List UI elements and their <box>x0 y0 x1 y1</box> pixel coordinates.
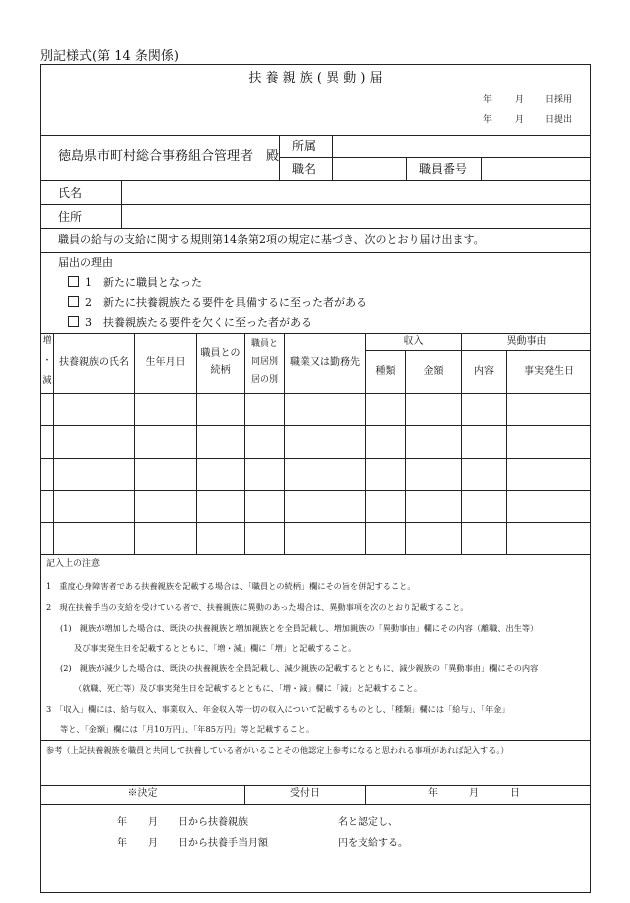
col-line <box>405 350 406 554</box>
submission-year: 年 <box>483 115 493 125</box>
table-row-line <box>40 522 591 523</box>
address-label: 住所 <box>58 210 83 224</box>
reason-no-3: 3 <box>85 316 92 329</box>
reason-text-3: 扶養親族たる要件を欠くに至った者がある <box>103 316 312 329</box>
remarks: 参考（上記扶養親族を職員と共同して扶養している者がいることその他認定上参考になると思われる事項があれば記入する。） <box>46 745 509 755</box>
divider <box>40 228 591 229</box>
table-top <box>40 333 591 334</box>
divider <box>365 350 591 351</box>
reason-no-2: 2 <box>85 296 92 309</box>
addressee: 徳島県市町村総合事務組合管理者 殿 <box>58 149 280 164</box>
header-occupation: 職業又は勤務先 <box>290 357 360 368</box>
reason-item-3[interactable] <box>68 316 312 328</box>
adoption-day: 日採用 <box>545 95 573 105</box>
col-line <box>506 350 507 554</box>
name-label: 氏名 <box>58 186 83 200</box>
cert-line2-year: 年 <box>117 838 127 849</box>
address-field[interactable] <box>123 206 588 226</box>
divider <box>40 204 591 205</box>
header-income-amount: 金額 <box>423 366 444 377</box>
divider <box>40 740 591 741</box>
divider <box>40 135 591 136</box>
position-label: 職名 <box>292 162 317 176</box>
submission-day: 日提出 <box>545 115 573 125</box>
table-row-line <box>40 490 591 491</box>
divider <box>40 180 591 181</box>
header-inc-dec-2: ・ <box>42 356 52 366</box>
decision-label: ※決定 <box>127 788 158 799</box>
cert-line1-text: 日から扶養親族 <box>178 817 248 828</box>
reason-title: 届出の理由 <box>58 256 113 269</box>
note-line-3: (1) 親族が増加した場合は、既決の扶養親族と増加親族とを全員記載し、増加親族の「異動事由」欄にその内容（離職、出生等） <box>60 623 539 633</box>
note-line-4: 及び事実発生日を記載するとともに、「増・減」欄に「増」と記載すること。 <box>74 643 357 653</box>
notes-title: 記入上の注意 <box>46 559 101 569</box>
remarks-field[interactable] <box>42 760 588 782</box>
reason-item-1[interactable] <box>68 276 202 288</box>
divider <box>40 252 591 253</box>
note-line-6: （就職、死亡等）及び事実発生日を記載するとともに、「増・減」欄に「減」と記載すること。 <box>74 683 422 693</box>
note-line-1: 1 重度心身障害者である扶養親族を記載する場合は、「職員との続柄」欄にその旨を併記すること。 <box>46 581 416 591</box>
header-relation-1: 職員との <box>200 348 241 359</box>
header-birth-date: 生年月日 <box>145 357 186 368</box>
divider <box>40 785 591 786</box>
divider <box>406 157 407 180</box>
cert-line2-month: 月 <box>148 838 158 849</box>
table-header-bottom <box>40 393 591 394</box>
statement: 職員の給与の支給に関する規則第14条第2項の規定に基づき、次のとおり届け出ます。 <box>58 233 485 246</box>
reason-text-2: 新たに扶養親族たる要件を具備するに至った者がある <box>103 296 367 309</box>
adoption-month: 月 <box>515 95 525 105</box>
divider <box>279 157 591 158</box>
header-inc-dec-1: 増 <box>42 336 52 346</box>
header-cohab-3: 居の別 <box>250 375 278 385</box>
position-field[interactable] <box>334 159 404 178</box>
note-line-8: 等と、「金額」欄には「月10万円」、「年85万円」等と記載すること。 <box>60 724 315 734</box>
decision-month: 月 <box>469 788 479 799</box>
cert-line1-month: 月 <box>148 817 158 828</box>
header-cohab-1: 職員と <box>250 339 278 349</box>
divider <box>365 785 366 804</box>
form-title: 扶 養 親 族 ( 異 動 ) 届 <box>248 71 383 86</box>
decision-day: 日 <box>510 788 520 799</box>
submission-month: 月 <box>515 115 525 125</box>
cert-line1-year: 年 <box>117 817 127 828</box>
reason-text-1: 新たに職員となった <box>103 276 202 289</box>
cert-line1-tail: 名と認定し、 <box>338 817 398 828</box>
header-content: 内容 <box>474 366 494 377</box>
cert-line2-text: 日から扶養手当月額 <box>178 838 268 849</box>
divider <box>481 157 482 180</box>
table-bottom <box>40 554 591 555</box>
divider <box>40 804 591 805</box>
received-date-label: 受付日 <box>290 788 320 799</box>
name-field[interactable] <box>123 182 588 202</box>
note-line-2: 2 現在扶養手当の支給を受けている者で、扶養親族に異動のあった場合は、異動事項を次のとおり記載すること。 <box>46 602 469 612</box>
form-number-heading: 別記様式(第 14 条関係) <box>40 49 179 64</box>
checkbox-3[interactable] <box>68 316 79 327</box>
header-income-type: 種類 <box>375 366 396 377</box>
reason-item-2[interactable] <box>68 296 367 308</box>
header-inc-dec-3: 減 <box>42 376 52 386</box>
cert-line2-tail: 円を支給する。 <box>338 838 408 849</box>
note-line-5: (2) 親族が減少した場合は、既決の扶養親族を全員記載し、減少親族の記載するとともに、減少親族の「異動事由」欄にその内容 <box>60 663 539 673</box>
divider <box>121 180 122 228</box>
header-cohab-2: 同居別 <box>250 357 278 367</box>
decision-year: 年 <box>428 788 438 799</box>
header-fact-date: 事実発生日 <box>524 366 574 377</box>
checkbox-1[interactable] <box>68 276 79 287</box>
staff-number-field[interactable] <box>483 159 588 178</box>
header-income: 収入 <box>403 336 424 347</box>
header-dependent-name: 扶養親族の氏名 <box>59 357 129 368</box>
table-row-line <box>40 425 591 426</box>
affiliation-label: 所属 <box>292 139 317 153</box>
adoption-year: 年 <box>483 95 493 105</box>
affiliation-field[interactable] <box>334 137 588 155</box>
header-relation-2: 続柄 <box>210 365 231 376</box>
table-row-line <box>40 458 591 459</box>
header-change-reason: 異動事由 <box>506 336 547 347</box>
note-line-7: 3 「収入」欄には、給与収入、事業収入、年金収入等一切の収入について記載するものとし、「種類」欄には「給与」、「年金」 <box>46 704 510 714</box>
staff-number-label: 職員番号 <box>419 162 468 176</box>
reason-no-1: 1 <box>85 276 92 289</box>
checkbox-2[interactable] <box>68 296 79 307</box>
